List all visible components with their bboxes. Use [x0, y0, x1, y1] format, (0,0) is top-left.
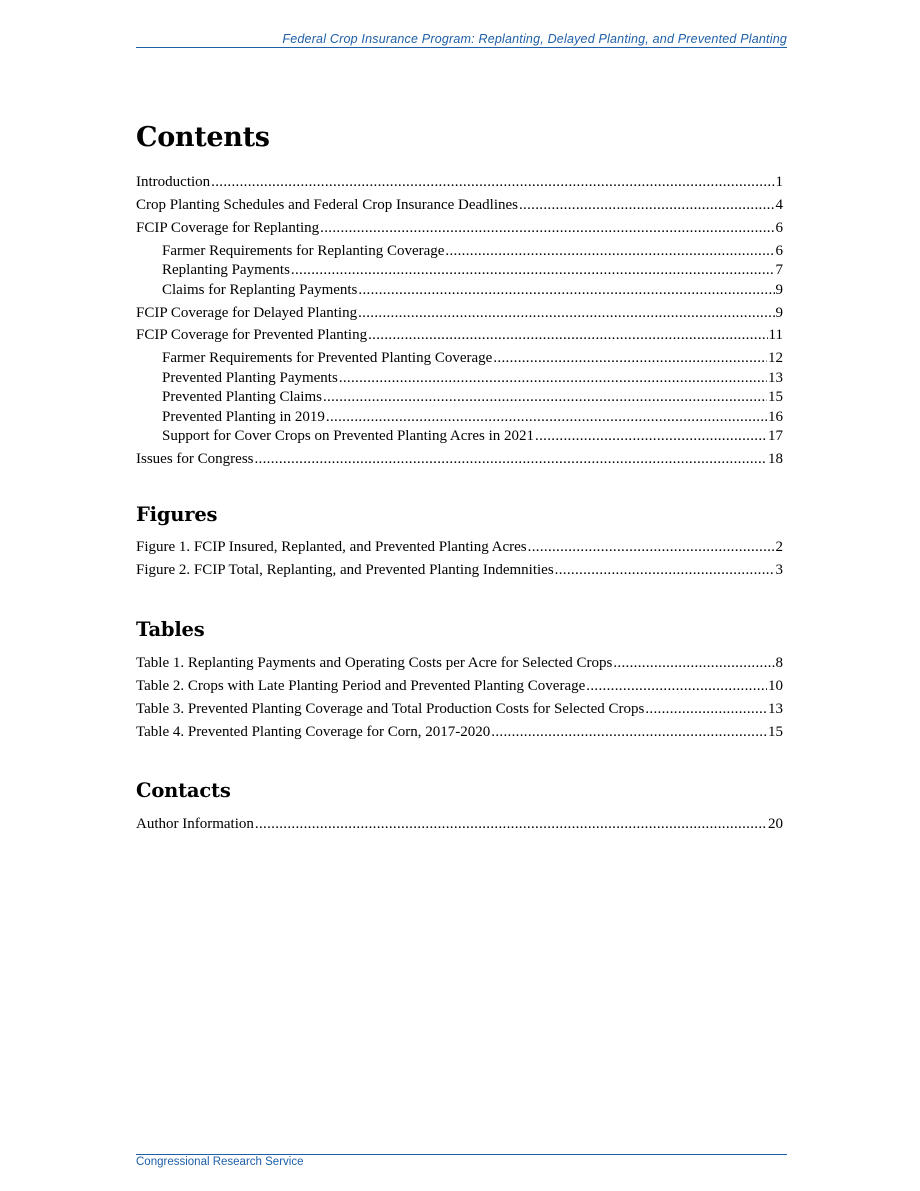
- toc-entry-title: Farmer Requirements for Replanting Coverage: [162, 242, 445, 259]
- dot-leader: [528, 539, 775, 556]
- dot-leader: [211, 174, 774, 191]
- toc-entry-prevented-planting-2019[interactable]: [136, 409, 783, 429]
- dot-leader: [535, 428, 767, 445]
- tables-heading: Tables: [136, 618, 205, 641]
- toc-entry-title: Introduction: [136, 174, 211, 190]
- toc-entry-fcip-replanting[interactable]: [136, 220, 783, 240]
- toc-entry-farmer-requirements-prevented[interactable]: [136, 350, 783, 370]
- toc-entry-title: Prevented Planting Payments: [162, 369, 338, 386]
- toc-entry-table-1[interactable]: [136, 655, 783, 675]
- toc-entry-figure-2[interactable]: [136, 562, 783, 582]
- dot-leader: [493, 350, 767, 367]
- toc-entry-page: 13: [768, 700, 783, 717]
- toc-entry-prevented-planting-payments[interactable]: [136, 370, 783, 390]
- toc-entry-page: 18: [768, 451, 783, 468]
- toc-entry-table-3[interactable]: [136, 701, 783, 721]
- footer-rule: [136, 1154, 787, 1155]
- toc-entry-page: 9: [775, 281, 783, 298]
- toc-entry-title: Crop Planting Schedules and Federal Crop Insurance Deadlines: [136, 196, 518, 213]
- toc-entry-introduction[interactable]: [136, 174, 783, 194]
- toc-entry-page: 8: [775, 655, 783, 671]
- header-rule: [136, 47, 787, 48]
- toc-entry-replanting-payments[interactable]: [136, 262, 783, 282]
- dot-leader: [326, 409, 767, 426]
- toc-entry-title: Replanting Payments: [162, 262, 290, 279]
- toc-entry-author-information[interactable]: [136, 816, 783, 836]
- toc-entry-fcip-prevented-planting[interactable]: [136, 327, 783, 347]
- dot-leader: [323, 389, 767, 406]
- toc-entry-title: FCIP Coverage for Replanting: [136, 219, 320, 236]
- dot-leader: [255, 816, 767, 833]
- dot-leader: [555, 562, 775, 579]
- dot-leader: [358, 305, 774, 322]
- toc-entry-title: Prevented Planting Claims: [162, 389, 322, 406]
- contacts-list: [136, 816, 783, 836]
- dot-leader: [445, 243, 774, 260]
- dot-leader: [358, 282, 774, 299]
- toc-entry-table-2[interactable]: [136, 678, 783, 698]
- toc-entry-fcip-delayed-planting[interactable]: [136, 305, 783, 325]
- toc-entry-farmer-requirements-replanting[interactable]: [136, 243, 783, 263]
- dot-leader: [613, 655, 774, 672]
- dot-leader: [339, 370, 767, 387]
- dot-leader: [368, 327, 767, 344]
- toc-entry-page: 15: [768, 723, 783, 740]
- toc-entry-page: 13: [768, 369, 783, 386]
- toc-entry-figure-1[interactable]: [136, 539, 783, 559]
- toc-entry-crop-planting-schedules[interactable]: [136, 197, 783, 217]
- toc-entry-title: Table 1. Replanting Payments and Operating Costs per Acre for Selected Crops: [136, 655, 613, 671]
- toc-entry-page: 6: [775, 219, 783, 236]
- toc-entry-title: Support for Cover Crops on Prevented Planting Acres in 2021: [162, 428, 535, 445]
- toc-entry-page: 15: [768, 389, 783, 406]
- contents-list: [136, 174, 783, 471]
- toc-entry-page: 11: [768, 327, 783, 344]
- toc-entry-page: 20: [768, 816, 783, 832]
- toc-entry-title: Table 2. Crops with Late Planting Period and Prevented Planting Coverage: [136, 677, 586, 694]
- toc-entry-page: 3: [775, 561, 783, 578]
- toc-entry-page: 6: [775, 242, 783, 259]
- toc-entry-claims-replanting[interactable]: [136, 282, 783, 302]
- toc-entry-title: FCIP Coverage for Prevented Planting: [136, 327, 368, 344]
- dot-leader: [255, 451, 768, 468]
- dot-leader: [291, 262, 775, 279]
- toc-entry-page: 2: [775, 539, 783, 555]
- footer-organization: Congressional Research Service: [136, 1156, 304, 1168]
- toc-entry-title: Figure 2. FCIP Total, Replanting, and Prevented Planting Indemnities: [136, 561, 554, 578]
- toc-entry-title: Figure 1. FCIP Insured, Replanted, and Prevented Planting Acres: [136, 539, 527, 555]
- toc-entry-title: Claims for Replanting Payments: [162, 281, 358, 298]
- toc-entry-page: 17: [768, 428, 783, 445]
- toc-entry-title: Issues for Congress: [136, 451, 254, 468]
- dot-leader: [519, 197, 775, 214]
- dot-leader: [645, 701, 767, 718]
- dot-leader: [586, 678, 767, 695]
- toc-entry-page: 16: [768, 408, 783, 425]
- contents-heading: Contents: [136, 122, 270, 153]
- toc-entry-prevented-planting-claims[interactable]: [136, 389, 783, 409]
- toc-entry-title: Author Information: [136, 816, 254, 832]
- toc-entry-table-4[interactable]: [136, 724, 783, 744]
- toc-entry-title: Farmer Requirements for Prevented Planting Coverage: [162, 350, 493, 367]
- toc-entry-title: Prevented Planting in 2019: [162, 408, 325, 425]
- toc-entry-page: 12: [768, 350, 783, 367]
- toc-entry-page: 1: [775, 174, 783, 190]
- figures-list: [136, 539, 783, 581]
- toc-entry-title: Table 4. Prevented Planting Coverage for Corn, 2017-2020: [136, 723, 491, 740]
- toc-entry-cover-crops-2021[interactable]: [136, 428, 783, 448]
- toc-entry-title: Table 3. Prevented Planting Coverage and Total Production Costs for Selected Crops: [136, 700, 645, 717]
- toc-entry-page: 9: [775, 304, 783, 321]
- toc-entry-page: 10: [768, 677, 783, 694]
- contacts-heading: Contacts: [136, 779, 231, 802]
- toc-entry-page: 4: [775, 196, 783, 213]
- toc-entry-title: FCIP Coverage for Delayed Planting: [136, 304, 358, 321]
- dot-leader: [491, 724, 767, 741]
- toc-entry-page: 7: [775, 262, 783, 279]
- figures-heading: Figures: [136, 503, 218, 526]
- tables-list: [136, 655, 783, 743]
- dot-leader: [320, 220, 774, 237]
- toc-entry-issues-for-congress[interactable]: [136, 451, 783, 471]
- running-header: Federal Crop Insurance Program: Replanting, Delayed Planting, and Prevented Planting: [282, 32, 787, 46]
